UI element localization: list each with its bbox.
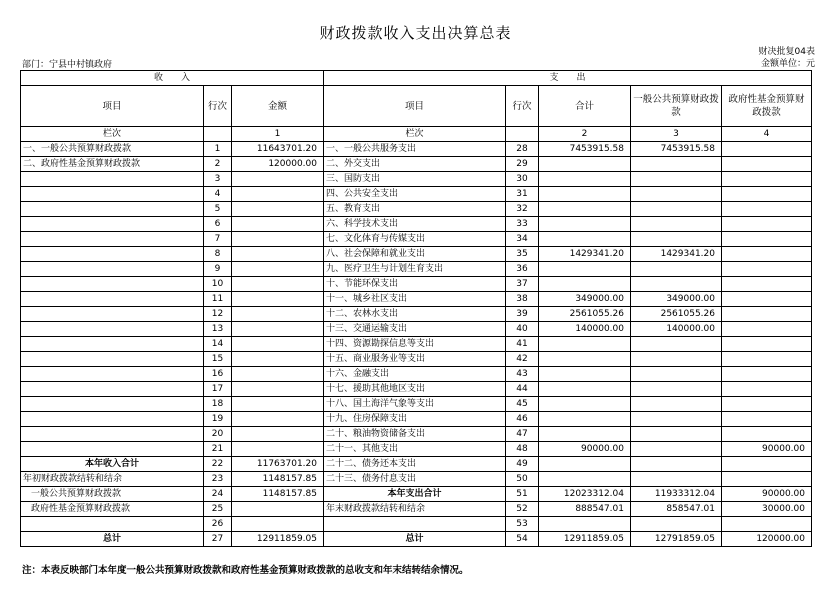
expense-fund bbox=[722, 232, 812, 247]
expense-row-no: 28 bbox=[506, 142, 539, 157]
income-row-no: 16 bbox=[204, 367, 232, 382]
table-row bbox=[21, 172, 812, 187]
income-item: 政府性基金预算财政拨款 bbox=[21, 502, 204, 517]
expense-item: 十九、住房保障支出 bbox=[324, 412, 506, 427]
expense-general bbox=[631, 337, 722, 352]
table-row bbox=[21, 352, 812, 367]
income-amount bbox=[232, 502, 324, 517]
income-item: 一、一般公共预算财政拨款 bbox=[21, 142, 204, 157]
colnum-1: 1 bbox=[232, 127, 324, 142]
expense-general bbox=[631, 427, 722, 442]
income-amount bbox=[232, 517, 324, 532]
income-row-no: 15 bbox=[204, 352, 232, 367]
income-amount: 120000.00 bbox=[232, 157, 324, 172]
expense-header: 支 出 bbox=[324, 71, 812, 86]
expense-total bbox=[539, 397, 631, 412]
income-item bbox=[21, 262, 204, 277]
expense-total bbox=[539, 412, 631, 427]
expense-fund bbox=[722, 292, 812, 307]
expense-general: 11933312.04 bbox=[631, 487, 722, 502]
expense-item: 七、文化体育与传媒支出 bbox=[324, 232, 506, 247]
expense-fund bbox=[722, 157, 812, 172]
table-row bbox=[21, 202, 812, 217]
income-amount bbox=[232, 187, 324, 202]
expense-general bbox=[631, 217, 722, 232]
table-row bbox=[21, 397, 812, 412]
expense-item: 二十三、债务付息支出 bbox=[324, 472, 506, 487]
expense-row-no: 40 bbox=[506, 322, 539, 337]
income-row-no: 13 bbox=[204, 322, 232, 337]
table-row bbox=[21, 157, 812, 172]
income-item bbox=[21, 427, 204, 442]
expense-item: 本年支出合计 bbox=[324, 487, 506, 502]
col-income-item: 项目 bbox=[21, 86, 204, 127]
expense-general bbox=[631, 412, 722, 427]
expense-row-no: 45 bbox=[506, 397, 539, 412]
table-row bbox=[21, 277, 812, 292]
expense-general: 858547.01 bbox=[631, 502, 722, 517]
expense-fund: 90000.00 bbox=[722, 487, 812, 502]
expense-general: 140000.00 bbox=[631, 322, 722, 337]
expense-fund: 90000.00 bbox=[722, 442, 812, 457]
income-row-no: 22 bbox=[204, 457, 232, 472]
income-row-no: 19 bbox=[204, 412, 232, 427]
income-item bbox=[21, 277, 204, 292]
income-item bbox=[21, 202, 204, 217]
income-item: 本年收入合计 bbox=[21, 457, 204, 472]
income-item bbox=[21, 442, 204, 457]
income-row-no: 9 bbox=[204, 262, 232, 277]
income-item bbox=[21, 517, 204, 532]
expense-fund bbox=[722, 427, 812, 442]
expense-general: 1429341.20 bbox=[631, 247, 722, 262]
table-row bbox=[21, 367, 812, 382]
income-item bbox=[21, 322, 204, 337]
income-amount: 1148157.85 bbox=[232, 487, 324, 502]
expense-fund bbox=[722, 457, 812, 472]
expense-row-no: 36 bbox=[506, 262, 539, 277]
colnum-3: 3 bbox=[631, 127, 722, 142]
expense-item: 二十、粮油物资储备支出 bbox=[324, 427, 506, 442]
expense-total bbox=[539, 367, 631, 382]
table-row bbox=[21, 187, 812, 202]
colnum-empty bbox=[204, 127, 232, 142]
expense-row-no: 31 bbox=[506, 187, 539, 202]
income-row-no: 2 bbox=[204, 157, 232, 172]
expense-total bbox=[539, 337, 631, 352]
income-amount bbox=[232, 247, 324, 262]
table-row bbox=[21, 442, 812, 457]
expense-general bbox=[631, 367, 722, 382]
expense-fund bbox=[722, 277, 812, 292]
table-row bbox=[21, 487, 812, 502]
income-row-no: 4 bbox=[204, 187, 232, 202]
income-item bbox=[21, 307, 204, 322]
expense-item: 八、社会保障和就业支出 bbox=[324, 247, 506, 262]
income-amount bbox=[232, 337, 324, 352]
table-row bbox=[21, 472, 812, 487]
colnum-label: 栏次 bbox=[324, 127, 506, 142]
expense-row-no: 43 bbox=[506, 367, 539, 382]
expense-fund bbox=[722, 187, 812, 202]
income-row-no: 3 bbox=[204, 172, 232, 187]
expense-general bbox=[631, 352, 722, 367]
expense-item: 十七、援助其他地区支出 bbox=[324, 382, 506, 397]
expense-general: 12791859.05 bbox=[631, 532, 722, 547]
table-row bbox=[21, 427, 812, 442]
income-row-no: 6 bbox=[204, 217, 232, 232]
expense-item: 六、科学技术支出 bbox=[324, 217, 506, 232]
income-item bbox=[21, 382, 204, 397]
income-item bbox=[21, 247, 204, 262]
colnum-2: 2 bbox=[539, 127, 631, 142]
expense-fund bbox=[722, 382, 812, 397]
income-row-no: 21 bbox=[204, 442, 232, 457]
expense-row-no: 39 bbox=[506, 307, 539, 322]
income-amount bbox=[232, 262, 324, 277]
income-item bbox=[21, 352, 204, 367]
footnote: 注：本表反映部门本年度一般公共预算财政拨款和政府性基金预算财政拨款的总收支和年末结转结余情况。 bbox=[22, 565, 469, 576]
expense-general bbox=[631, 442, 722, 457]
expense-row-no: 34 bbox=[506, 232, 539, 247]
col-expense-row: 行次 bbox=[506, 86, 539, 127]
income-header: 收 入 bbox=[21, 71, 324, 86]
expense-row-no: 38 bbox=[506, 292, 539, 307]
income-row-no: 26 bbox=[204, 517, 232, 532]
expense-total: 140000.00 bbox=[539, 322, 631, 337]
expense-total: 12911859.05 bbox=[539, 532, 631, 547]
expense-total bbox=[539, 352, 631, 367]
expense-item: 十四、资源勘探信息等支出 bbox=[324, 337, 506, 352]
expense-item: 十一、城乡社区支出 bbox=[324, 292, 506, 307]
table-row bbox=[21, 532, 812, 547]
expense-total bbox=[539, 457, 631, 472]
income-amount bbox=[232, 172, 324, 187]
expense-item: 二十一、其他支出 bbox=[324, 442, 506, 457]
expense-item: 一、一般公共服务支出 bbox=[324, 142, 506, 157]
expense-item: 十、节能环保支出 bbox=[324, 277, 506, 292]
expense-fund bbox=[722, 172, 812, 187]
income-amount: 1148157.85 bbox=[232, 472, 324, 487]
expense-fund bbox=[722, 247, 812, 262]
expense-row-no: 29 bbox=[506, 157, 539, 172]
page-title: 财政拨款收入支出决算总表 bbox=[319, 24, 512, 42]
income-row-no: 25 bbox=[204, 502, 232, 517]
col-expense-total: 合计 bbox=[539, 86, 631, 127]
expense-row-no: 53 bbox=[506, 517, 539, 532]
expense-row-no: 30 bbox=[506, 172, 539, 187]
income-item: 年初财政拨款结转和结余 bbox=[21, 472, 204, 487]
expense-general bbox=[631, 472, 722, 487]
expense-row-no: 54 bbox=[506, 532, 539, 547]
expense-row-no: 52 bbox=[506, 502, 539, 517]
expense-fund bbox=[722, 352, 812, 367]
expense-fund bbox=[722, 217, 812, 232]
expense-row-no: 37 bbox=[506, 277, 539, 292]
income-amount bbox=[232, 307, 324, 322]
expense-total: 349000.00 bbox=[539, 292, 631, 307]
expense-row-no: 48 bbox=[506, 442, 539, 457]
income-item bbox=[21, 217, 204, 232]
expense-item: 十二、农林水支出 bbox=[324, 307, 506, 322]
table-row bbox=[21, 247, 812, 262]
expense-fund bbox=[722, 472, 812, 487]
income-row-no: 11 bbox=[204, 292, 232, 307]
expense-general bbox=[631, 172, 722, 187]
income-item bbox=[21, 337, 204, 352]
expense-general bbox=[631, 202, 722, 217]
expense-row-no: 44 bbox=[506, 382, 539, 397]
amount-unit: 金额单位：元 bbox=[760, 59, 815, 69]
expense-item: 总计 bbox=[324, 532, 506, 547]
expense-total: 2561055.26 bbox=[539, 307, 631, 322]
income-row-no: 14 bbox=[204, 337, 232, 352]
table-row bbox=[21, 262, 812, 277]
expense-total bbox=[539, 202, 631, 217]
income-row-no: 12 bbox=[204, 307, 232, 322]
expense-row-no: 33 bbox=[506, 217, 539, 232]
income-item bbox=[21, 172, 204, 187]
expense-general bbox=[631, 157, 722, 172]
expense-row-no: 51 bbox=[506, 487, 539, 502]
expense-total bbox=[539, 187, 631, 202]
table-row bbox=[21, 322, 812, 337]
table-row bbox=[21, 517, 812, 532]
expense-row-no: 50 bbox=[506, 472, 539, 487]
expense-item: 年末财政拨款结转和结余 bbox=[324, 502, 506, 517]
expense-total bbox=[539, 217, 631, 232]
expense-total bbox=[539, 517, 631, 532]
expense-row-no: 46 bbox=[506, 412, 539, 427]
income-amount: 12911859.05 bbox=[232, 532, 324, 547]
income-amount bbox=[232, 277, 324, 292]
expense-fund bbox=[722, 307, 812, 322]
expense-item: 十五、商业服务业等支出 bbox=[324, 352, 506, 367]
expense-row-no: 41 bbox=[506, 337, 539, 352]
income-item: 总计 bbox=[21, 532, 204, 547]
table-row bbox=[21, 382, 812, 397]
expense-total: 1429341.20 bbox=[539, 247, 631, 262]
income-item bbox=[21, 412, 204, 427]
income-amount bbox=[232, 367, 324, 382]
expense-total: 12023312.04 bbox=[539, 487, 631, 502]
expense-total bbox=[539, 427, 631, 442]
expense-general bbox=[631, 187, 722, 202]
expense-row-no: 47 bbox=[506, 427, 539, 442]
expense-total bbox=[539, 277, 631, 292]
income-item bbox=[21, 367, 204, 382]
expense-row-no: 35 bbox=[506, 247, 539, 262]
table-row bbox=[21, 232, 812, 247]
expense-total bbox=[539, 232, 631, 247]
expense-total: 7453915.58 bbox=[539, 142, 631, 157]
expense-fund bbox=[722, 397, 812, 412]
income-amount bbox=[232, 232, 324, 247]
expense-general: 349000.00 bbox=[631, 292, 722, 307]
expense-total bbox=[539, 472, 631, 487]
income-item bbox=[21, 187, 204, 202]
income-item: 一般公共预算财政拨款 bbox=[21, 487, 204, 502]
income-item bbox=[21, 232, 204, 247]
expense-item: 二十二、债务还本支出 bbox=[324, 457, 506, 472]
expense-fund bbox=[722, 367, 812, 382]
expense-total: 90000.00 bbox=[539, 442, 631, 457]
expense-item: 二、外交支出 bbox=[324, 157, 506, 172]
expense-item bbox=[324, 517, 506, 532]
income-row-no: 10 bbox=[204, 277, 232, 292]
expense-row-no: 32 bbox=[506, 202, 539, 217]
expense-fund bbox=[722, 412, 812, 427]
expense-general: 7453915.58 bbox=[631, 142, 722, 157]
income-row-no: 27 bbox=[204, 532, 232, 547]
income-row-no: 1 bbox=[204, 142, 232, 157]
expense-fund: 120000.00 bbox=[722, 532, 812, 547]
colnum-empty bbox=[506, 127, 539, 142]
expense-item: 三、国防支出 bbox=[324, 172, 506, 187]
colnum-label: 栏次 bbox=[21, 127, 204, 142]
col-expense-item: 项目 bbox=[324, 86, 506, 127]
income-amount bbox=[232, 217, 324, 232]
expense-total bbox=[539, 172, 631, 187]
col-general-budget: 一般公共预算财政拨款 bbox=[631, 86, 722, 127]
income-amount bbox=[232, 442, 324, 457]
income-amount: 11763701.20 bbox=[232, 457, 324, 472]
income-amount bbox=[232, 412, 324, 427]
expense-general bbox=[631, 382, 722, 397]
income-amount bbox=[232, 322, 324, 337]
income-item bbox=[21, 292, 204, 307]
budget-table bbox=[20, 70, 812, 547]
expense-item: 五、教育支出 bbox=[324, 202, 506, 217]
income-row-no: 18 bbox=[204, 397, 232, 412]
income-amount bbox=[232, 292, 324, 307]
col-fund-budget: 政府性基金预算财政拨款 bbox=[722, 86, 812, 127]
table-row bbox=[21, 337, 812, 352]
expense-general bbox=[631, 277, 722, 292]
income-amount bbox=[232, 202, 324, 217]
expense-general: 2561055.26 bbox=[631, 307, 722, 322]
expense-fund bbox=[722, 322, 812, 337]
col-income-row: 行次 bbox=[204, 86, 232, 127]
expense-total bbox=[539, 262, 631, 277]
expense-general bbox=[631, 397, 722, 412]
department-label: 部门：宁县中村镇政府 bbox=[22, 60, 113, 70]
expense-general bbox=[631, 232, 722, 247]
expense-item: 四、公共安全支出 bbox=[324, 187, 506, 202]
expense-fund bbox=[722, 337, 812, 352]
expense-item: 十三、交通运输支出 bbox=[324, 322, 506, 337]
income-row-no: 24 bbox=[204, 487, 232, 502]
expense-general bbox=[631, 457, 722, 472]
income-amount bbox=[232, 397, 324, 412]
income-amount: 11643701.20 bbox=[232, 142, 324, 157]
expense-fund: 30000.00 bbox=[722, 502, 812, 517]
table-row bbox=[21, 292, 812, 307]
expense-item: 九、医疗卫生与计划生育支出 bbox=[324, 262, 506, 277]
expense-row-no: 42 bbox=[506, 352, 539, 367]
expense-general bbox=[631, 517, 722, 532]
income-amount bbox=[232, 382, 324, 397]
table-row bbox=[21, 412, 812, 427]
expense-total bbox=[539, 157, 631, 172]
expense-item: 十八、国土海洋气象等支出 bbox=[324, 397, 506, 412]
income-amount bbox=[232, 427, 324, 442]
expense-fund bbox=[722, 142, 812, 157]
form-number: 财决批复04表 bbox=[758, 47, 815, 57]
expense-total: 888547.01 bbox=[539, 502, 631, 517]
colnum-4: 4 bbox=[722, 127, 812, 142]
income-row-no: 5 bbox=[204, 202, 232, 217]
income-row-no: 8 bbox=[204, 247, 232, 262]
expense-total bbox=[539, 382, 631, 397]
table-row bbox=[21, 142, 812, 157]
income-row-no: 7 bbox=[204, 232, 232, 247]
table-row bbox=[21, 217, 812, 232]
income-row-no: 17 bbox=[204, 382, 232, 397]
income-row-no: 20 bbox=[204, 427, 232, 442]
income-row-no: 23 bbox=[204, 472, 232, 487]
col-income-amount: 金额 bbox=[232, 86, 324, 127]
income-item bbox=[21, 397, 204, 412]
income-item: 二、政府性基金预算财政拨款 bbox=[21, 157, 204, 172]
expense-general bbox=[631, 262, 722, 277]
expense-fund bbox=[722, 262, 812, 277]
income-amount bbox=[232, 352, 324, 367]
expense-row-no: 49 bbox=[506, 457, 539, 472]
table-row bbox=[21, 307, 812, 322]
table-row bbox=[21, 457, 812, 472]
table-row bbox=[21, 502, 812, 517]
expense-fund bbox=[722, 517, 812, 532]
expense-item: 十六、金融支出 bbox=[324, 367, 506, 382]
expense-fund bbox=[722, 202, 812, 217]
